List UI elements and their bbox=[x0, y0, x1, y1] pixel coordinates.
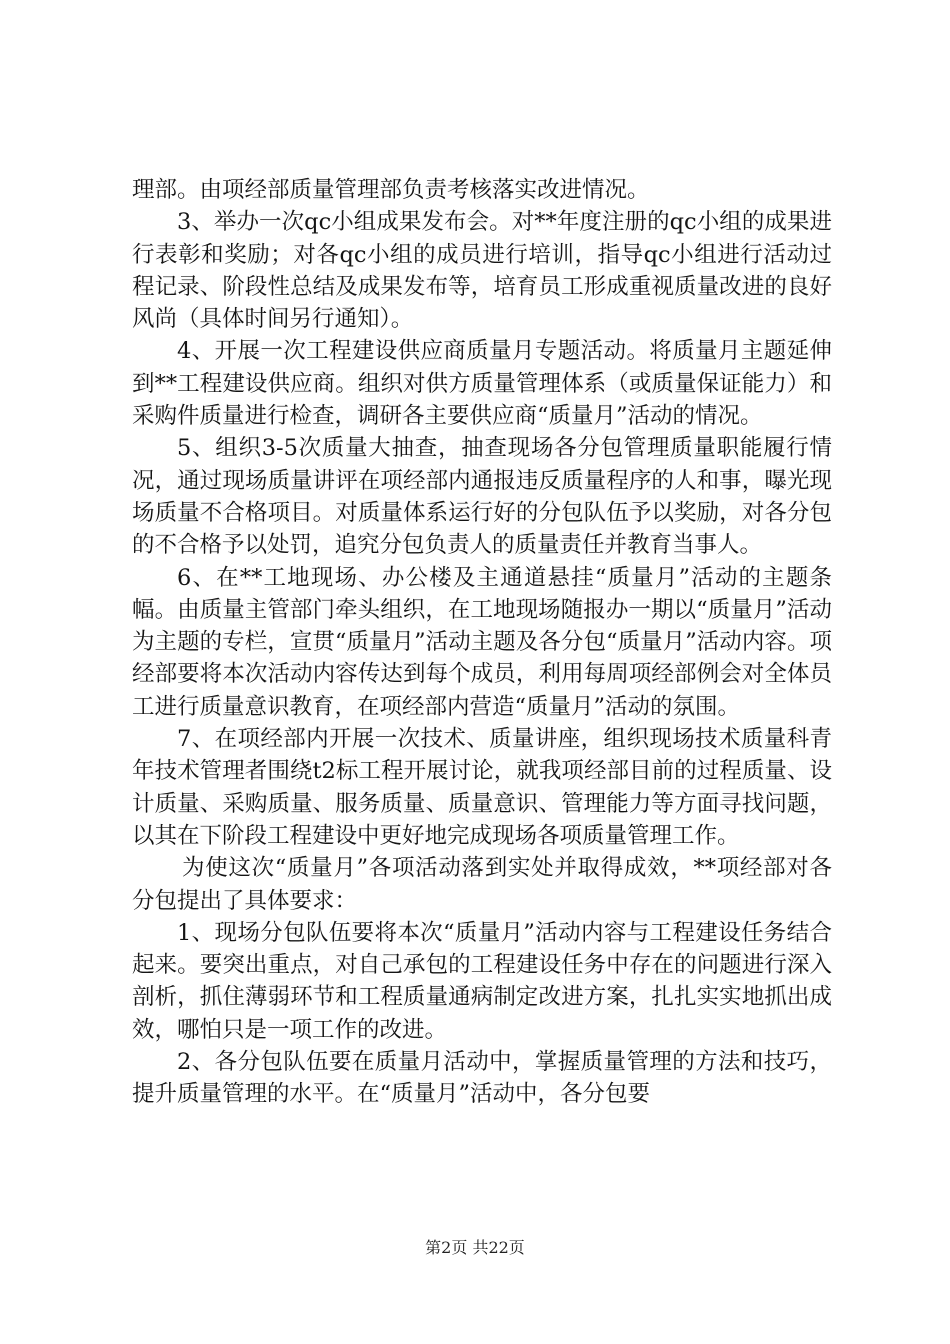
page-number-footer: 第2页 共22页 bbox=[425, 1238, 525, 1257]
paragraph-requirements-intro: 为使这次“质量月”各项活动落到实处并取得成效，**项经部对各分包提出了具体要求： bbox=[132, 855, 832, 914]
paragraph-requirement-2: 2、各分包队伍要在质量月活动中，掌握质量管理的方法和技巧，提升质量管理的水平。在“质量月”活动中，各分包要 bbox=[132, 1049, 832, 1108]
paragraph-item-4: 4、开展一次工程建设供应商质量月专题活动。将质量月主题延伸到**工程建设供应商。组织对供方质量管理体系（或质量保证能力）和采购件质量进行检查，调研各主要供应商“质量月”活动的情况。 bbox=[132, 338, 832, 430]
paragraph-item-5: 5、组织3-5次质量大抽查，抽查现场各分包管理质量职能履行情况，通过现场质量讲评在项经部内通报违反质量程序的人和事，曝光现场质量不合格项目。对质量体系运行好的分包队伍予以奖励，对各分包的不合格予以处罚，追究分包负责人的质量责任并教育当事人。 bbox=[132, 435, 832, 559]
document-body bbox=[132, 174, 832, 1111]
paragraph-continuation: 理部。由项经部质量管理部负责考核落实改进情况。 bbox=[132, 177, 650, 203]
paragraph-item-3: 3、举办一次qc小组成果发布会。对**年度注册的qc小组的成果进行表彰和奖励；对各qc小组的成员进行培训，指导qc小组进行活动过程记录、阶段性总结及成果发布等，培育员工形成重视质量改进的良好风尚（具体时间另行通知）。 bbox=[132, 209, 832, 333]
paragraph-item-6: 6、在**工地现场、办公楼及主通道悬挂“质量月”活动的主题条幅。由质量主管部门牵头组织，在工地现场随报办一期以“质量月”活动为主题的专栏，宣贯“质量月”活动主题及各分包“质量月”活动内容。项经部要将本次活动内容传达到每个成员，利用每周项经部例会对全体员工进行质量意识教育，在项经部内营造“质量月”活动的氛围。 bbox=[132, 564, 832, 720]
paragraph-requirement-1: 1、现场分包队伍要将本次“质量月”活动内容与工程建设任务结合起来。要突出重点，对自己承包的工程建设任务中存在的问题进行深入剖析，抓住薄弱环节和工程质量通病制定改进方案，扎扎实实地抓出成效，哪怕只是一项工作的改进。 bbox=[132, 919, 832, 1043]
paragraph-item-7: 7、在项经部内开展一次技术、质量讲座，组织现场技术质量科青年技术管理者围绕t2标工程开展讨论，就我项经部目前的过程质量、设计质量、采购质量、服务质量、质量意识、管理能力等方面寻找问题，以其在下阶段工程建设中更好地完成现场各项质量管理工作。 bbox=[132, 726, 832, 849]
